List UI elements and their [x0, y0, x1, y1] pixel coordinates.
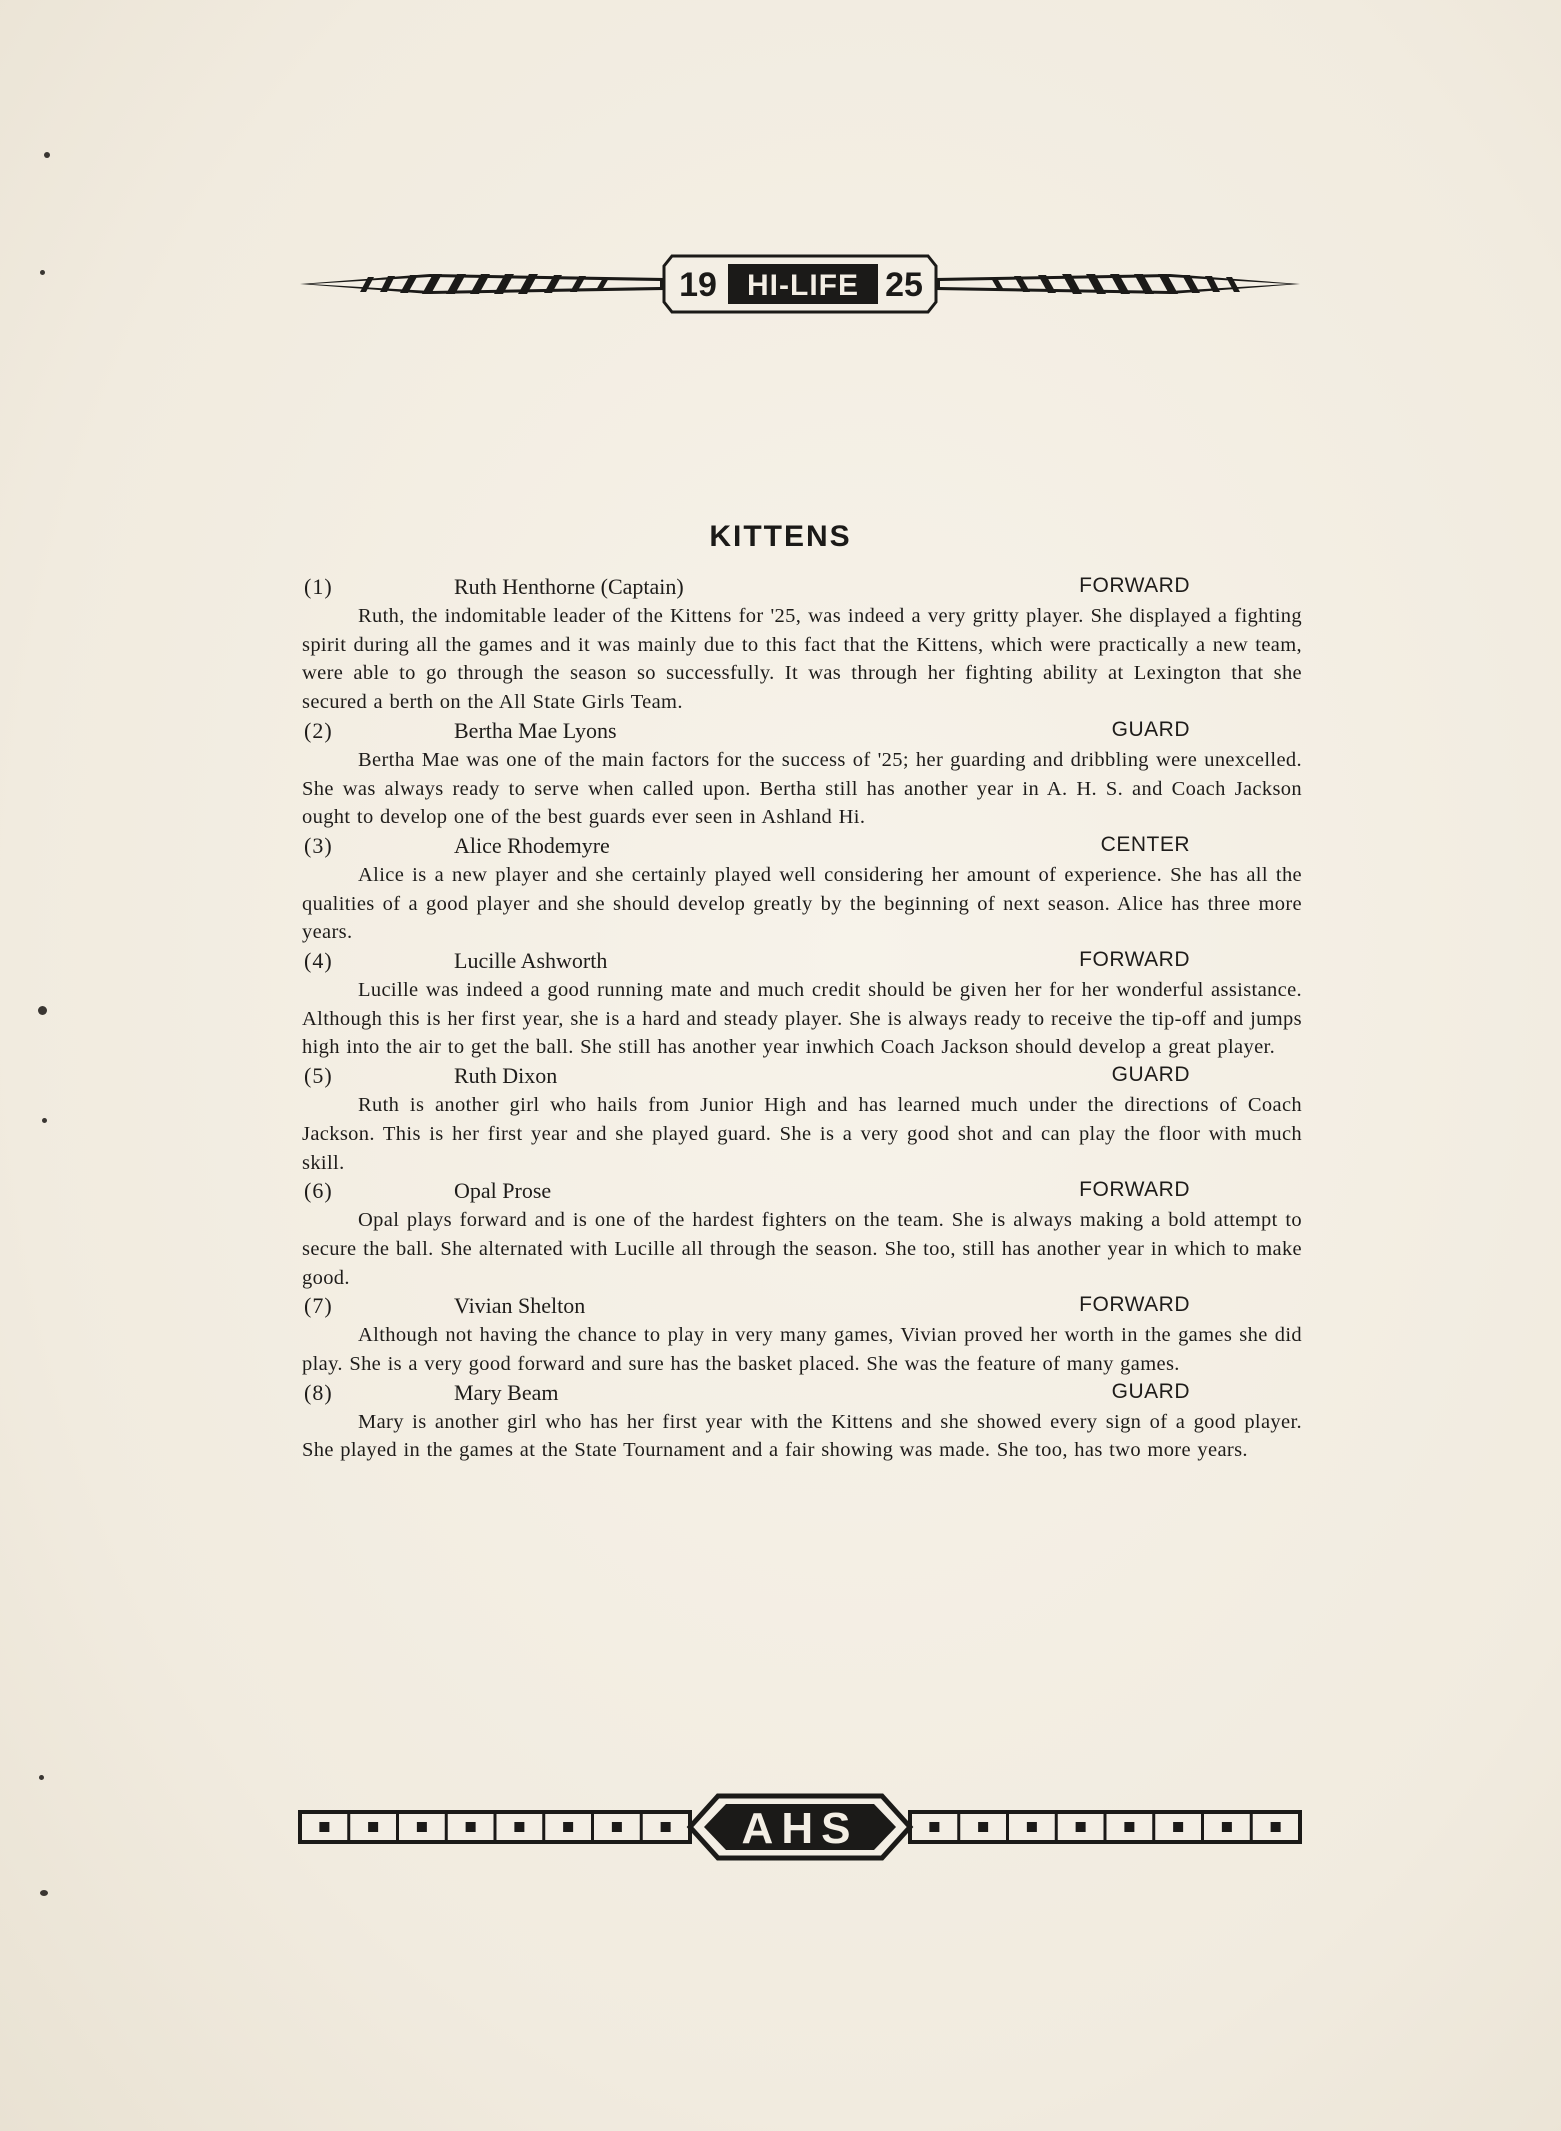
header-banner-text: HI-LIFE	[747, 269, 859, 302]
player-entry	[302, 718, 1302, 832]
footer-chain-dot	[368, 1822, 378, 1832]
player-list	[302, 574, 1302, 1466]
header-year-left: 19	[679, 266, 717, 304]
footer-chain-dot	[563, 1822, 573, 1832]
player-heading	[302, 833, 1302, 861]
player-number: (3)	[304, 832, 333, 858]
player-position: FORWARD	[1079, 948, 1190, 972]
footer-emblem-text: AHS	[741, 1804, 859, 1853]
footer-chain-dot	[612, 1822, 622, 1832]
page-speck	[42, 1118, 47, 1123]
player-number: (5)	[304, 1063, 333, 1089]
footer-chain-dot	[1271, 1822, 1281, 1832]
player-name: Alice Rhodemyre	[454, 832, 610, 858]
player-position: GUARD	[1111, 1379, 1190, 1403]
player-entry	[302, 833, 1302, 947]
player-name: Opal Prose	[454, 1178, 552, 1204]
footer-chain-dot	[929, 1822, 939, 1832]
footer-chain-dot	[1124, 1822, 1134, 1832]
page-speck	[40, 270, 45, 275]
player-description: Mary is another girl who has her first year with the Kittens and she showed every sign of a good player. She played in the games at the State Tournament and a fair showing was made. She too, has two more years.	[302, 1410, 1302, 1462]
player-heading	[302, 948, 1302, 976]
player-position: GUARD	[1111, 717, 1190, 741]
player-name: Ruth Henthorne (Captain)	[454, 574, 684, 599]
player-heading	[302, 1063, 1302, 1091]
footer-chain-dot	[466, 1822, 476, 1832]
footer-chain-dot	[661, 1822, 671, 1832]
footer-chain-dot	[978, 1822, 988, 1832]
player-name: Ruth Dixon	[454, 1063, 558, 1089]
hi-life-header-ornament	[300, 248, 1300, 320]
player-position: GUARD	[1111, 1063, 1190, 1087]
player-number: (7)	[304, 1293, 333, 1319]
player-description: Opal plays forward and is one of the hardest fighters on the team. She is always making a bold attempt to secure the ball. She alternated with Lucille all through the season. She too, still has another year in which to make good.	[302, 1209, 1302, 1289]
player-number: (1)	[304, 574, 333, 599]
player-entry	[302, 948, 1302, 1062]
footer-chain-dot	[1027, 1822, 1037, 1832]
footer-chain-dot	[1173, 1822, 1183, 1832]
player-description: Alice is a new player and she certainly played well considering her amount of experience. She has all the qualities of a good player and she should develop greatly by the beginning of next season. Alice has three more years.	[302, 863, 1302, 944]
player-heading	[302, 1178, 1302, 1206]
player-number: (8)	[304, 1379, 333, 1405]
player-entry	[302, 1293, 1302, 1378]
player-heading	[302, 1380, 1302, 1408]
player-description: Ruth, the indomitable leader of the Kittens for '25, was indeed a very gritty player. She displayed a fighting spirit during all the games and it was mainly due to this fact that the Kittens, which were practically a new team, were able to go through the season so successfully. It was through her fighting ability at Lexington that she secured a berth on the All State Girls Team.	[302, 605, 1302, 714]
ahs-footer-ornament	[298, 1782, 1302, 1872]
player-name: Mary Beam	[454, 1379, 559, 1405]
footer-chain-dot	[417, 1822, 427, 1832]
section-title: KITTENS	[709, 520, 852, 553]
player-position: FORWARD	[1079, 1293, 1190, 1317]
player-entry	[302, 1380, 1302, 1465]
player-position: FORWARD	[1079, 1178, 1190, 1202]
player-heading	[302, 574, 1302, 602]
footer-chain-dot	[514, 1822, 524, 1832]
page-speck	[39, 1775, 44, 1780]
player-name: Lucille Ashworth	[454, 948, 608, 974]
player-number: (4)	[304, 948, 333, 974]
player-heading	[302, 1293, 1302, 1321]
player-position: FORWARD	[1079, 574, 1190, 597]
player-entry	[302, 574, 1302, 717]
footer-chain-dot	[1222, 1822, 1232, 1832]
player-entry	[302, 1063, 1302, 1177]
page-speck	[40, 1890, 48, 1896]
player-description: Ruth is another girl who hails from Junior High and has learned much under the directions of Coach Jackson. This is her first year and she played guard. She is a very good shot and can play the floor with much skill.	[302, 1094, 1302, 1174]
player-description: Lucille was indeed a good running mate and much credit should be given her for her wonderful assistance. Although this is her first year, she is a hard and steady player. She is always ready to receive the tip-off and jumps high into the air to get the ball. She still has another year inwhich Coach Jackson should develop a great player.	[302, 979, 1302, 1059]
player-heading	[302, 718, 1302, 746]
footer-chain-dot	[1076, 1822, 1086, 1832]
player-description: Although not having the chance to play in very many games, Vivian proved her worth in the games she did play. She is a very good forward and sure has the basket placed. She was the feature of many games.	[302, 1324, 1302, 1376]
player-name: Bertha Mae Lyons	[454, 717, 617, 743]
page-speck	[44, 152, 50, 158]
page-speck	[38, 1006, 47, 1015]
header-year-right: 25	[885, 266, 923, 304]
player-entry	[302, 1178, 1302, 1292]
footer-chain-dot	[319, 1822, 329, 1832]
player-position: CENTER	[1100, 832, 1190, 856]
player-description: Bertha Mae was one of the main factors for the success of '25; her guarding and dribbling were unexcelled. She was always ready to serve when called upon. Bertha still has another year in A. H. S. and Coach Jackson ought to develop one of the best guards ever seen in Ashland Hi.	[302, 748, 1302, 829]
player-name: Vivian Shelton	[454, 1293, 586, 1319]
player-number: (2)	[304, 717, 333, 743]
player-number: (6)	[304, 1178, 333, 1204]
